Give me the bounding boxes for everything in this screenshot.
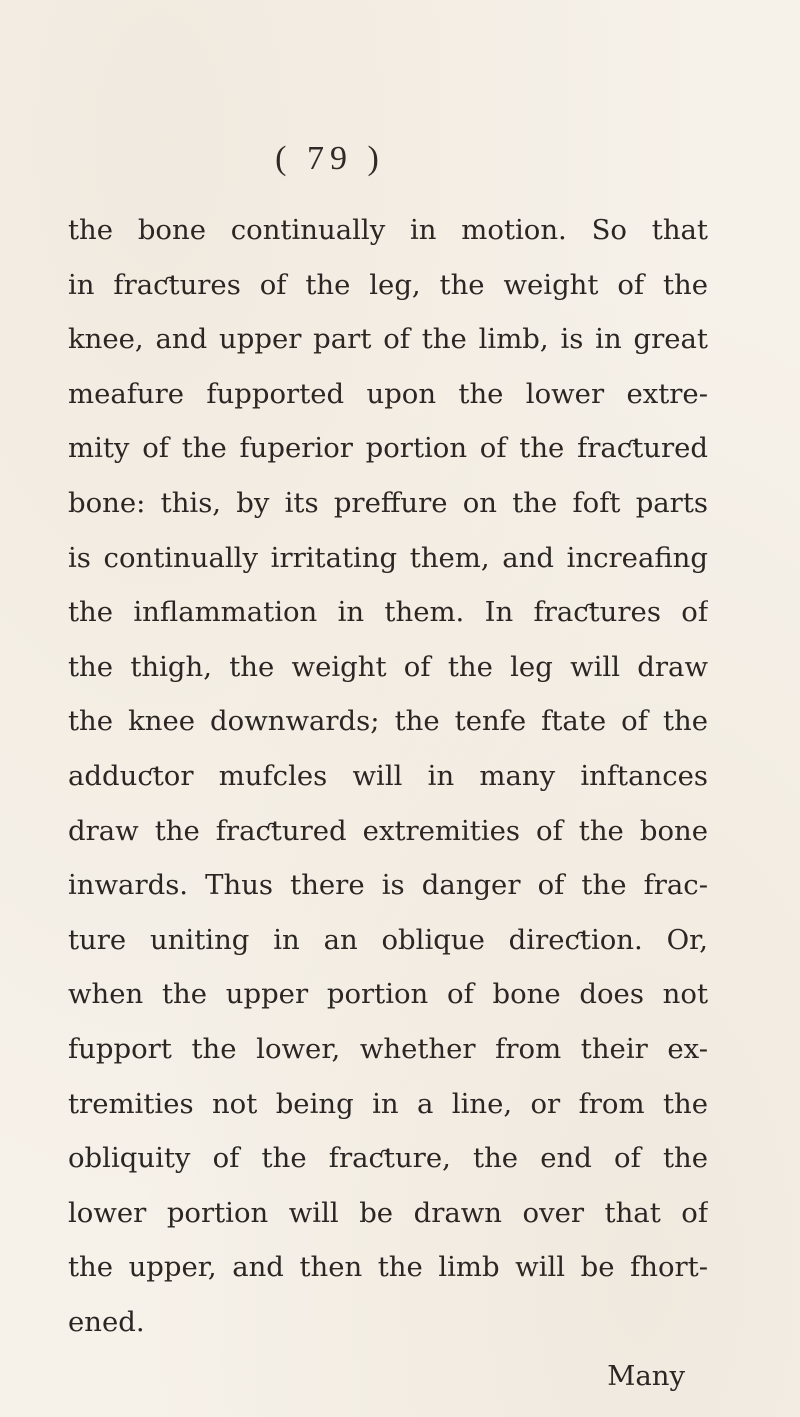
text-line: lower portion will be drawn over that of [68, 1196, 708, 1229]
text-line: the bone continually in motion. So that [68, 214, 708, 246]
text-line: ened. [68, 1305, 145, 1338]
text-line: ture uniting in an oblique direƈtion. Or, [68, 923, 708, 956]
text-line: obliquity of the fraƈture, the end of the [68, 1142, 708, 1175]
text-line: inwards. Thus there is danger of the frac- [68, 869, 708, 902]
text-line: tremities not being in a line, or from the [68, 1087, 708, 1120]
body-text [68, 203, 708, 1349]
catchword: Many [607, 1360, 685, 1392]
text-line: fupport the lower, whether from their ex- [68, 1032, 708, 1065]
text-line: adduƈtor mufcles will in many inftances [68, 759, 708, 792]
text-line: in fraƈtures of the leg, the weight of the [68, 268, 708, 301]
text-line: the knee downwards; the tenfe ftate of the [68, 705, 708, 738]
text-line: meafure fupported upon the lower extre- [68, 377, 708, 410]
text-line: is continually irritating them, and increafing [68, 541, 708, 574]
text-line: mity of the fuperior portion of the fraƈtured [68, 432, 708, 465]
text-line: knee, and upper part of the limb, is in great [68, 323, 708, 356]
text-line: draw the fraƈtured extremities of the bone [68, 814, 708, 847]
text-line: the inflammation in them. In fraƈtures of [68, 596, 708, 629]
text-line: the thigh, the weight of the leg will draw [68, 650, 708, 683]
text-line: bone: this, by its preffure on the foft parts [68, 486, 708, 519]
text-line: when the upper portion of bone does not [68, 978, 708, 1011]
page-number: ( 79 ) [275, 140, 385, 177]
text-line: the upper, and then the limb will be fhort- [68, 1251, 708, 1284]
